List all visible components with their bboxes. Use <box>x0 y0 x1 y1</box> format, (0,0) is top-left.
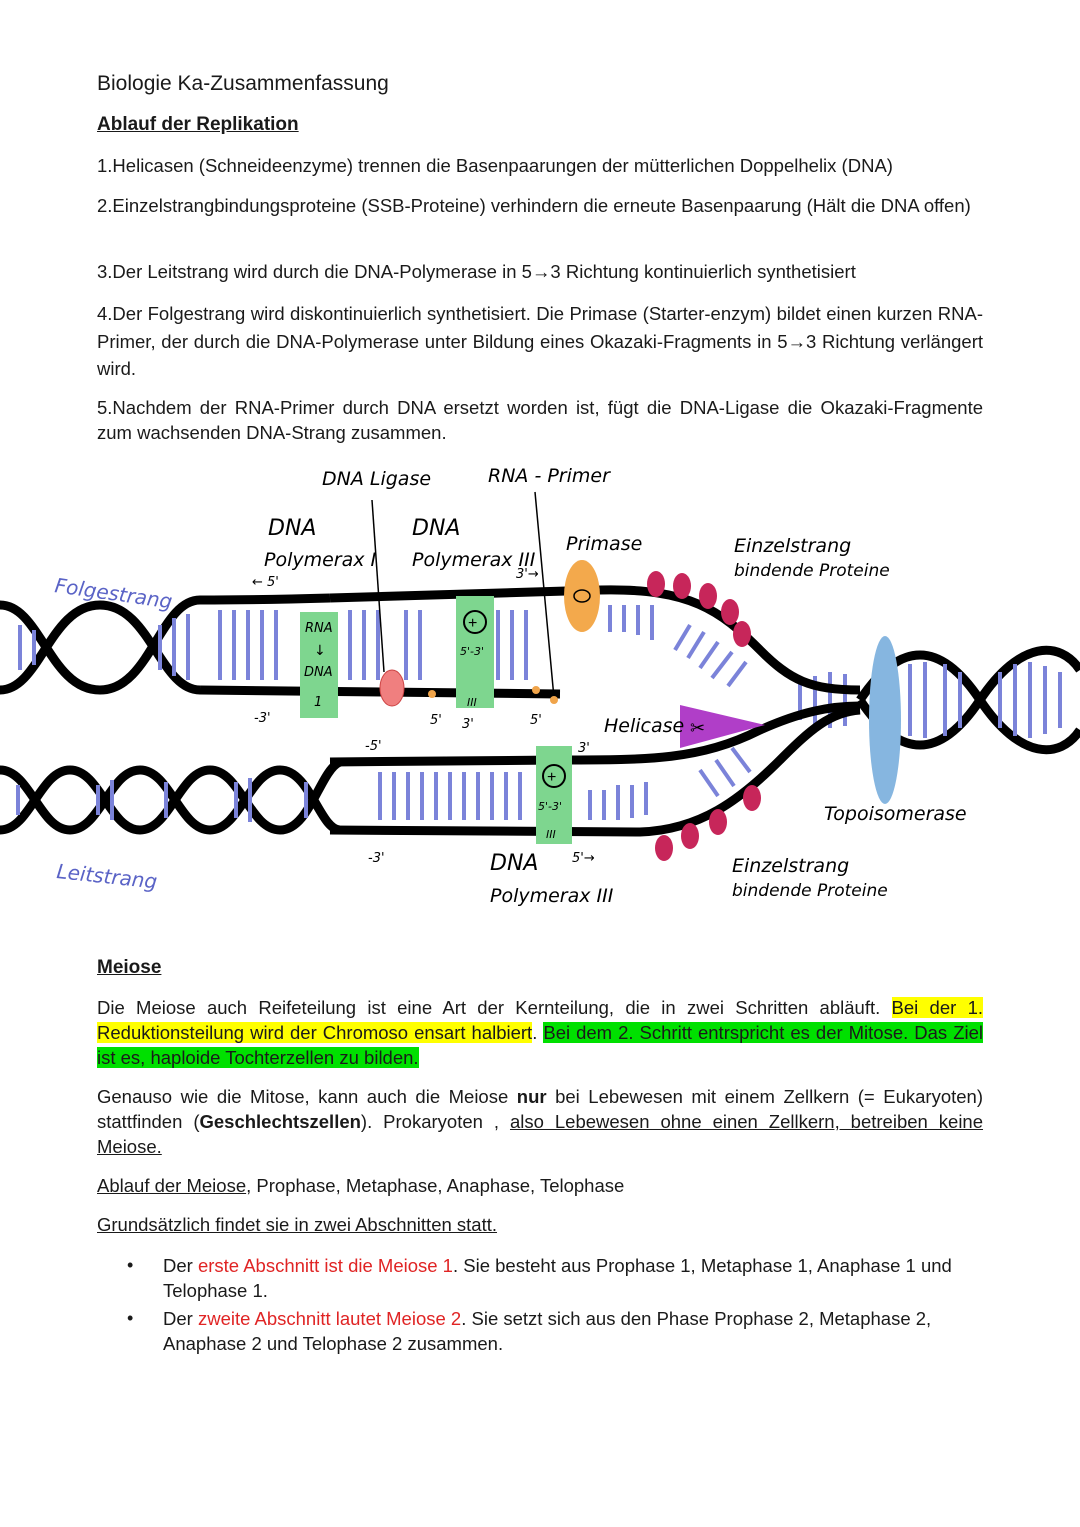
scissors-icon: ✂ <box>690 718 706 738</box>
roman-three-label: III <box>546 828 556 841</box>
topoisomerase-shape <box>869 636 901 804</box>
text-span: ). Prokaryoten , <box>360 1111 510 1132</box>
topoisomerase-label: Topoisomerase <box>824 803 967 825</box>
highlight-yellow: Bei der 1. Reduktionsteilung wird der Chromoso ensart halbiert <box>97 997 984 1043</box>
meiose-intro-paragraph <box>97 995 983 1070</box>
meiose-heading: Meiose <box>97 957 162 978</box>
meiose-eukaryote-paragraph <box>97 1084 983 1159</box>
parental-double-helix <box>800 650 1080 749</box>
folgestrang-label: Folgestrang <box>53 573 174 614</box>
replication-step-1: 1.Helicasen (Schneideenzyme) trennen die Basenpaarungen der mütterlichen Doppelhelix (DNA) <box>97 155 893 176</box>
end-label: 5'→ <box>572 851 595 866</box>
text-span: . Sie besteht aus Prophase 1, Metaphase 1, Anaphase 1 und Telophase 1. <box>163 1255 952 1301</box>
leitstrang-label: Leitstrang <box>55 859 159 894</box>
replication-heading: Ablauf der Replikation <box>97 114 299 135</box>
end-label: 5' <box>530 713 542 728</box>
end-label: -3' <box>368 851 385 866</box>
polymerase-1-label-a: DNA <box>268 516 317 541</box>
primase-shape <box>564 560 600 632</box>
ssb-top-label-a: Einzelstrang <box>734 535 852 557</box>
polymerase-1-label-b: Polymerax I <box>264 549 377 571</box>
red-text: zweite Abschnitt lautet Meiose 2 <box>197 1308 462 1329</box>
meiose-intro-dot: . <box>532 1022 544 1043</box>
text-span: bei Lebewesen mit einem Zellkern (= Eukaryoten) stattfinden ( <box>97 1086 983 1132</box>
replication-step-2: 2.Einzelstrangbindungsproteine (SSB-Proteine) verhindern die erneute Basenpaarung (Hält die DNA offen) <box>97 195 971 216</box>
end-label: 5' <box>430 713 442 728</box>
underlined-prokaryoten: also Lebewesen ohne einen Zellkern, betreiben keine Meiose. <box>97 1111 984 1157</box>
bold-geschlechtszellen: Geschlechtszellen <box>199 1111 361 1132</box>
end-label: 3' <box>462 717 474 732</box>
ssb-top-label-b: bindende Proteine <box>734 561 890 581</box>
phases-text: , Prophase, Metaphase, Anaphase, Telophase <box>246 1175 625 1196</box>
meiose-intro-text: Die Meiose auch Reifeteilung ist eine Art der Kernteilung, die in zwei Schritten abläuft. <box>97 997 892 1018</box>
underlined-grundsaetzlich: Grundsätzlich findet sie in zwei Abschnitten statt. <box>97 1214 498 1235</box>
polymerase-3b-label-b: Polymerax III <box>490 885 614 907</box>
meiose-bullet-list <box>97 1253 983 1359</box>
text-span: Der <box>163 1255 198 1276</box>
arrow-glyph: ↓ <box>314 643 326 659</box>
primer-dot <box>532 686 540 694</box>
replication-step-3: 3.Der Leitstrang wird durch die DNA-Polymerase in 5→3 Richtung kontinuierlich synthetisiert <box>97 261 856 282</box>
polymerase-3-label-b: Polymerax III <box>412 549 536 571</box>
bold-nur: nur <box>516 1086 547 1107</box>
end-label: 3'→ <box>516 567 539 582</box>
underlined-ablauf: Ablauf der Meiose <box>97 1175 247 1196</box>
replication-step-4: 4.Der Folgestrang wird diskontinuierlich synthetisiert. Die Primase (Starter-enzym) bildet einen kurzen RNA-Primer, der durch die DNA-Polymerase unter Bildung eines Okazaki-Fragments in 5→3 Richtung verlängert wird. <box>97 303 983 379</box>
primer-dot <box>550 696 558 704</box>
polymerase-3-label-a: DNA <box>412 516 461 541</box>
rna-primer-label: RNA - Primer <box>488 465 610 487</box>
end-label: -3' <box>254 711 271 726</box>
replication-fork-diagram <box>0 455 1080 935</box>
text-span: Genauso wie die Mitose, kann auch die Meiose <box>97 1086 517 1107</box>
meiose-phases-line <box>97 1173 983 1198</box>
primer-dot <box>428 690 436 698</box>
plus-glyph: + <box>468 615 478 632</box>
text-span: . Sie setzt sich aus den Phase Prophase 2, Metaphase 2, Anaphase 2 und Telophase 2 zusammen. <box>163 1308 932 1354</box>
red-text: erste Abschnitt ist die Meiose 1 <box>197 1255 453 1276</box>
ssb-bottom-label-b: bindende Proteine <box>732 881 888 901</box>
end-label: -5' <box>365 739 382 754</box>
end-label: 3' <box>578 741 590 756</box>
list-item <box>97 1306 983 1356</box>
rna-label: RNA <box>305 621 333 636</box>
top-fork-strands <box>200 590 860 702</box>
primase-label: Primase <box>566 533 643 555</box>
dna-ligase-label: DNA Ligase <box>322 468 432 490</box>
direction-label: 5'-3' <box>538 800 563 813</box>
dna-label: DNA <box>304 665 333 680</box>
document-title: Biologie Ka-Zusammenfassung <box>97 72 389 95</box>
plus-glyph: + <box>547 769 557 786</box>
left-helix-bottom <box>0 762 340 830</box>
ssb-bottom-label-a: Einzelstrang <box>732 855 850 877</box>
roman-three-label: III <box>467 696 477 709</box>
end-label: ← 5' <box>252 575 279 590</box>
list-item <box>97 1253 983 1303</box>
helicase-label: Helicase <box>604 715 685 737</box>
replication-step-5: 5.Nachdem der RNA-Primer durch DNA ersetzt worden ist, fügt die DNA-Ligase die Okazaki-Fragmente zum wachsenden DNA-Strang zusammen. <box>97 397 983 443</box>
highlight-green: Bei dem 2. Schritt entrspricht es der Mitose. Das Ziel ist es, haploide Tochterzellen zu bilden. <box>97 1022 984 1068</box>
polymerase-3b-label-a: DNA <box>490 851 539 876</box>
direction-label: 5'-3' <box>460 645 485 658</box>
roman-one-label: 1 <box>314 695 323 710</box>
text-span: Der <box>163 1308 198 1329</box>
dna-ligase-shape <box>380 670 404 706</box>
meiose-two-parts-line <box>97 1212 983 1237</box>
